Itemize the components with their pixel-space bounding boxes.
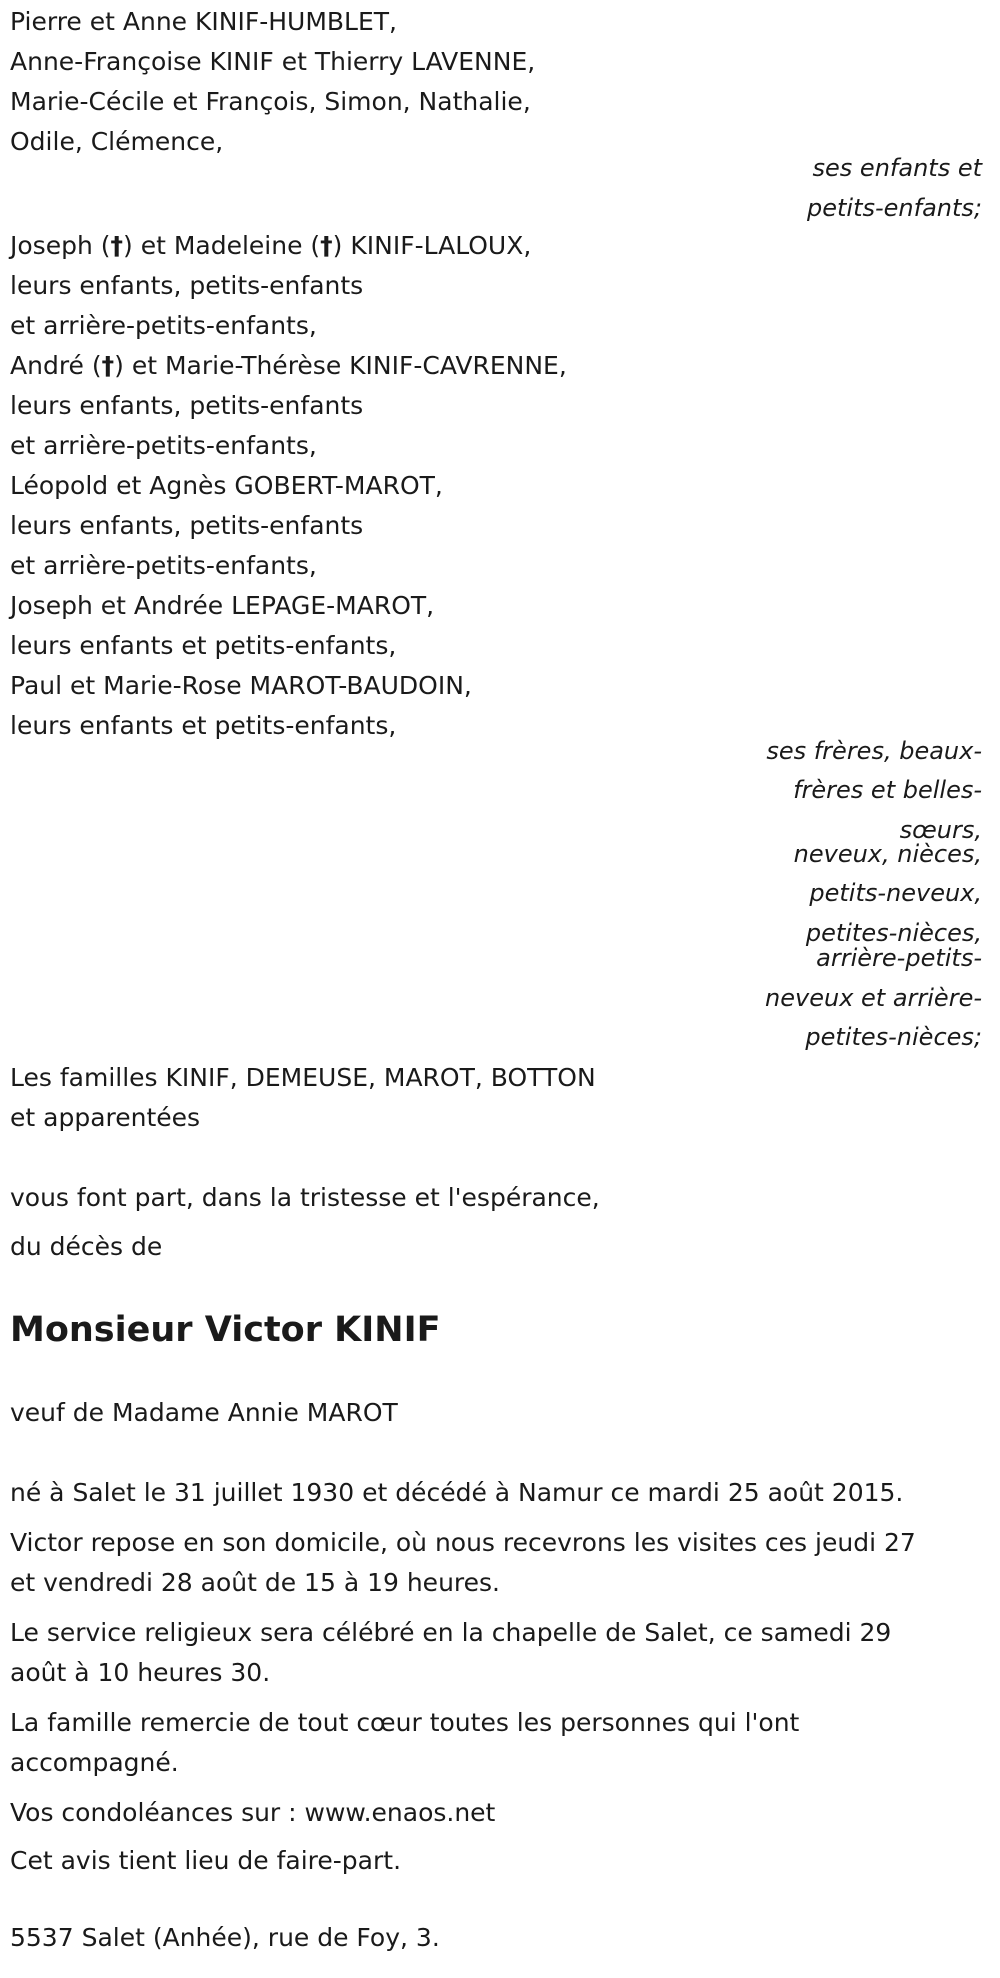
relation-label: petites-nièces;: [805, 1023, 982, 1051]
deceased-name: Monsieur Victor KINIF: [10, 1310, 441, 1350]
relation-label: petits-neveux,: [809, 879, 982, 907]
families-line: et apparentées: [10, 1103, 201, 1132]
family-line: Odile, Clémence,: [10, 127, 224, 156]
cross-symbol: †: [101, 351, 115, 380]
relation-label: neveux et arrière-: [765, 984, 982, 1012]
family-line: Anne-Françoise KINIF et Thierry LAVENNE,: [10, 47, 536, 76]
address-line: 5537 Salet (Anhée), rue de Foy, 3.: [10, 1923, 440, 1952]
relation-label: ses enfants et: [812, 154, 982, 182]
family-line: leurs enfants, petits-enfants: [10, 271, 364, 300]
announcement-line: vous font part, dans la tristesse et l'espérance,: [10, 1183, 600, 1212]
widower-line: veuf de Madame Annie MAROT: [10, 1398, 398, 1427]
relation-label: petits-enfants;: [807, 194, 982, 222]
details-line: Cet avis tient lieu de faire-part.: [10, 1846, 402, 1875]
relation-label: neveux, nièces,: [793, 840, 982, 868]
family-line: et arrière-petits-enfants,: [10, 311, 317, 340]
relation-label: sœurs,: [899, 816, 982, 844]
details-line: La famille remercie de tout cœur toutes les personnes qui l'ont: [10, 1708, 800, 1737]
family-line: Joseph et Andrée LEPAGE-MAROT,: [10, 591, 435, 620]
details-line: accompagné.: [10, 1748, 179, 1777]
details-line: Victor repose en son domicile, où nous recevrons les visites ces jeudi 27: [10, 1528, 916, 1557]
family-line: Joseph (†) et Madeleine (†) KINIF-LALOUX,: [10, 231, 532, 260]
family-line: et arrière-petits-enfants,: [10, 551, 317, 580]
family-line: et arrière-petits-enfants,: [10, 431, 317, 460]
relation-label: frères et belles-: [793, 776, 982, 804]
details-line: né à Salet le 31 juillet 1930 et décédé à Namur ce mardi 25 août 2015.: [10, 1478, 904, 1507]
family-line: leurs enfants, petits-enfants: [10, 391, 364, 420]
announcement-line: du décès de: [10, 1232, 163, 1261]
family-line: leurs enfants, petits-enfants: [10, 511, 364, 540]
family-line: leurs enfants et petits-enfants,: [10, 631, 397, 660]
details-line: août à 10 heures 30.: [10, 1658, 271, 1687]
cross-symbol: †: [110, 231, 123, 260]
family-line: Marie-Cécile et François, Simon, Nathalie,: [10, 87, 531, 116]
relation-label: ses frères, beaux-: [766, 737, 982, 765]
family-line: André (†) et Marie-Thérèse KINIF-CAVRENNE,: [10, 351, 567, 380]
details-line: et vendredi 28 août de 15 à 19 heures.: [10, 1568, 500, 1597]
condolences-line: Vos condoléances sur : www.enaos.net: [10, 1798, 496, 1827]
relation-label: petites-nièces,: [805, 919, 982, 947]
families-line: Les familles KINIF, DEMEUSE, MAROT, BOTTON: [10, 1063, 596, 1092]
relation-label: arrière-petits-: [816, 944, 982, 972]
family-line: leurs enfants et petits-enfants,: [10, 711, 397, 740]
family-line: Pierre et Anne KINIF-HUMBLET,: [10, 7, 397, 36]
family-line: Léopold et Agnès GOBERT-MAROT,: [10, 471, 443, 500]
cross-symbol: †: [320, 231, 333, 260]
family-line: Paul et Marie-Rose MAROT-BAUDOIN,: [10, 671, 472, 700]
details-line: Le service religieux sera célébré en la chapelle de Salet, ce samedi 29: [10, 1618, 892, 1647]
